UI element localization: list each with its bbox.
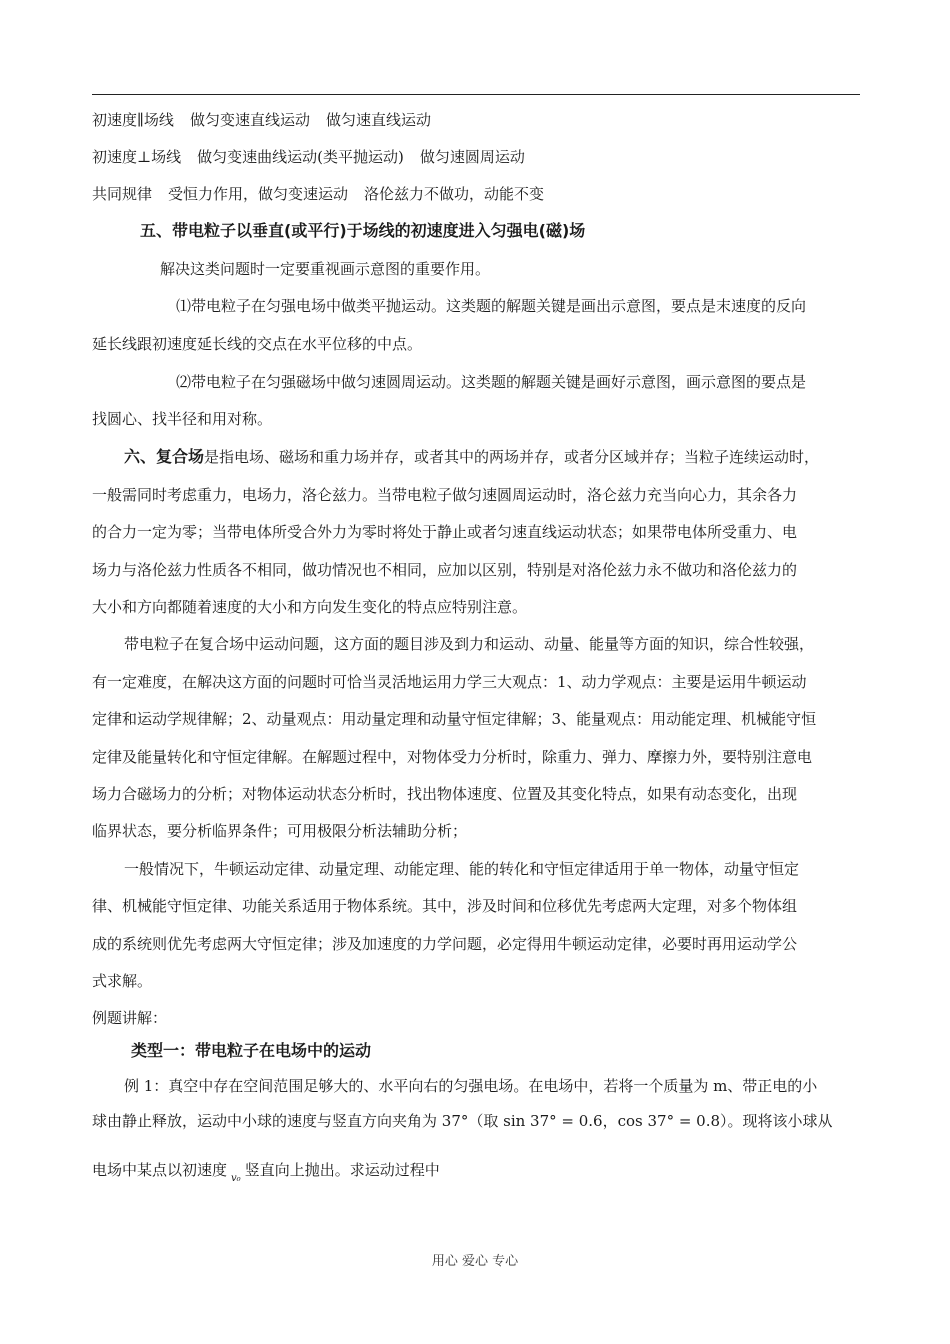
example1-line3	[92, 1160, 440, 1183]
section5-intro: 解决这类问题时一定要重视画示意图的重要作用。	[160, 260, 491, 278]
compare-row-2	[92, 147, 525, 167]
examples-label: 例题讲解：	[92, 1009, 168, 1027]
row1-col3: 做匀速直线运动	[325, 111, 431, 129]
header-rule	[92, 94, 860, 95]
para3-line4: 式求解。	[92, 972, 153, 990]
row3-col3: 洛伦兹力不做功，动能不变	[364, 185, 545, 203]
compare-row-1	[92, 110, 431, 130]
row2-col1: 初速度⊥场线	[92, 148, 182, 166]
para3-line1: 一般情况下，牛顿运动定律、动量定理、动能定理、能的转化和守恒定律适用于单一物体，动量守恒定	[124, 860, 800, 878]
compare-row-3	[92, 184, 544, 204]
section6-line2: 一般需同时考虑重力，电场力，洛仑兹力。当带电粒子做匀速圆周运动时，洛仑兹力充当向心力，其余各力	[92, 486, 798, 504]
type1-heading: 类型一：带电粒子在电场中的运动	[131, 1041, 372, 1060]
section6-line3: 的合力一定为零；当带电体所受合外力为零时将处于静止或者匀速直线运动状态；如果带电体所受重力、电	[92, 523, 798, 541]
v0-symbol: v₀	[231, 1173, 241, 1184]
page-footer: 用心 爱心 专心	[431, 1254, 519, 1269]
para3-line3: 成的系统则优先考虑两大守恒定律；涉及加速度的力学问题，必定得用牛顿运动定律，必要时再用运动学公	[92, 935, 798, 953]
para2-line4: 定律及能量转化和守恒定律解。在解题过程中，对物体受力分析时，除重力、弹力、摩擦力外，要特别注意电	[92, 748, 813, 766]
para2-line1: 带电粒子在复合场中运动问题，这方面的题目涉及到力和运动、动量、能量等方面的知识，综合性较强，	[124, 635, 815, 653]
para2-line6: 临界状态，要分析临界条件；可用极限分析法辅助分析；	[92, 822, 468, 840]
section6-line1-text: 是指电场、磁场和重力场并存，或者其中的两场并存，或者分区域并存；当粒子连续运动时，	[204, 448, 820, 466]
section6-heading: 六、复合场	[124, 447, 205, 466]
row3-col2: 受恒力作用，做匀变速运动	[168, 185, 349, 203]
example1-line3-a: 电场中某点以初速度	[92, 1161, 228, 1179]
example1-line3-b: 竖直向上抛出。求运动过程中	[244, 1161, 440, 1179]
section5-p1-line1: ⑴带电粒子在匀强电场中做类平抛运动。这类题的解题关键是画出示意图，要点是末速度的反向	[176, 297, 807, 315]
row2-col3: 做匀速圆周运动	[419, 148, 525, 166]
section6-line1	[124, 447, 819, 467]
row2-col2: 做匀变速曲线运动(类平抛运动)	[197, 148, 404, 166]
section5-heading: 五、带电粒子以垂直(或平行)于场线的初速度进入匀强电(磁)场	[140, 221, 586, 240]
section5-p1-line2: 延长线跟初速度延长线的交点在水平位移的中点。	[92, 335, 423, 353]
section6-line4: 场力与洛伦兹力性质各不相同，做功情况也不相同，应加以区别，特别是对洛伦兹力永不做功和洛伦兹力的	[92, 561, 798, 579]
row3-col1: 共同规律	[92, 185, 153, 203]
para2-line5: 场力合磁场力的分析；对物体运动状态分析时，找出物体速度、位置及其变化特点，如果有动态变化，出现	[92, 785, 798, 803]
para3-line2: 律、机械能守恒定律、功能关系适用于物体系统。其中，涉及时间和位移优先考虑两大定理，对多个物体组	[92, 897, 798, 915]
para2-line3: 定律和运动学规律解；2、动量观点：用动量定理和动量守恒定律解；3、能量观点：用动能定理、机械能守恒	[92, 710, 817, 728]
row1-col2: 做匀变速直线运动	[189, 111, 310, 129]
section5-p2-line1: ⑵带电粒子在匀强磁场中做匀速圆周运动。这类题的解题关键是画好示意图，画示意图的要点是	[176, 373, 807, 391]
example1-line2: 球由静止释放，运动中小球的速度与竖直方向夹角为 37°（取 sin 37° = 0.6，cos 37° = 0.8）。现将该小球从	[92, 1112, 833, 1130]
row1-col1: 初速度∥场线	[92, 111, 174, 129]
example1-line1: 例 1：真空中存在空间范围足够大的、水平向右的匀强电场。在电场中，若将一个质量为 m、带正电的小	[124, 1077, 818, 1095]
para2-line2: 有一定难度，在解决这方面的问题时可恰当灵活地运用力学三大观点：1、动力学观点：主要是运用牛顿运动	[92, 673, 807, 691]
section5-p2-line2: 找圆心、找半径和用对称。	[92, 410, 273, 428]
section6-line5: 大小和方向都随着速度的大小和方向发生变化的特点应特别注意。	[92, 598, 528, 616]
